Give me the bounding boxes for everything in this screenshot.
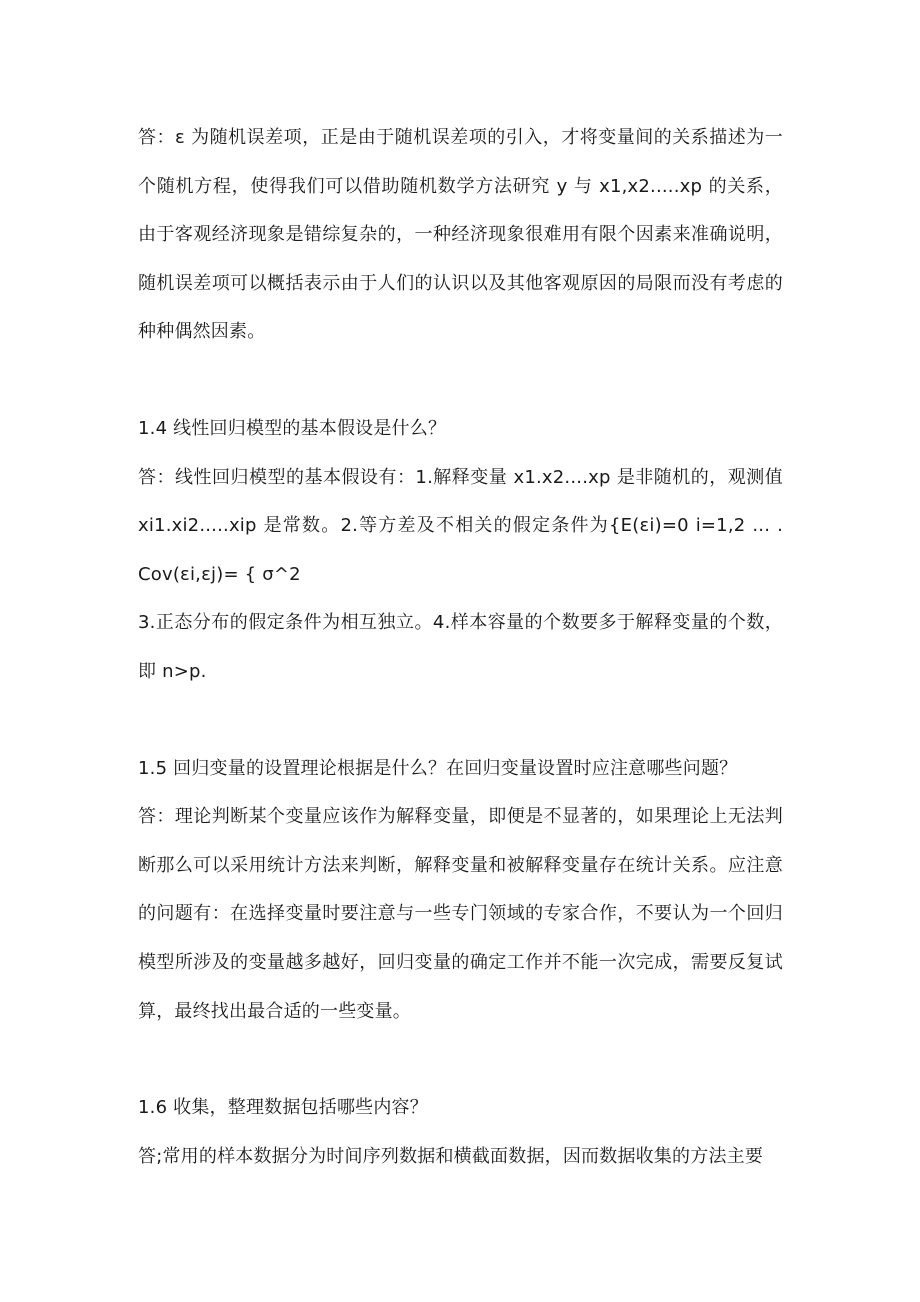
question-1-6-title: 1.6 收集，整理数据包括哪些内容？: [138, 1097, 428, 1119]
document-body: [138, 114, 783, 1181]
answer-1-6: 答;常用的样本数据分为时间序列数据和横截面数据，因而数据收集的方法主要: [138, 1145, 764, 1167]
answer-1-5: 答：理论判断某个变量应该作为解释变量，即便是不显著的，如果理论上无法判断那么可以采用统计方法来判断，解释变量和被解释变量存在统计关系。应注意的问题有：在选择变量时要注意与一些专门领域的专家合作，不要认为一个回归模型所涉及的变量越多越好，回归变量的确定工作并不能一次完成，需要反复试算，最终找出最合适的一些变量。: [138, 806, 783, 1022]
section-gap: [138, 697, 783, 745]
question-1-5-title: 1.5 回归变量的设置理论根据是什么？在回归变量设置时应注意哪些问题？: [138, 757, 738, 779]
section-gap: [138, 1036, 783, 1084]
section-gap: [138, 357, 783, 405]
answer-1-4-part-1: 答：线性回归模型的基本假设有：1.解释变量 x1.x2....xp 是非随机的，观测值 xi1.xi2.....xip 是常数。2.等方差及不相关的假定条件为{E(εi)=0 i=1,2 ... . Cov(εi,εj)= { σ^2: [138, 466, 783, 585]
answer-1-4-part-2: 3.正态分布的假定条件为相互独立。4.样本容量的个数要多于解释变量的个数，即 n>p.: [138, 612, 783, 682]
answer-1-3: 答：ε 为随机误差项，正是由于随机误差项的引入，才将变量间的关系描述为一个随机方程，使得我们可以借助随机数学方法研究 y 与 x1,x2.....xp 的关系，由于客观经济现象是错综复杂的，一种经济现象很难用有限个因素来准确说明，随机误差项可以概括表示由于人们的认识以及其他客观原因的局限而没有考虑的种种偶然因素。: [138, 127, 783, 343]
question-1-4-title: 1.4 线性回归模型的基本假设是什么？: [138, 417, 447, 439]
